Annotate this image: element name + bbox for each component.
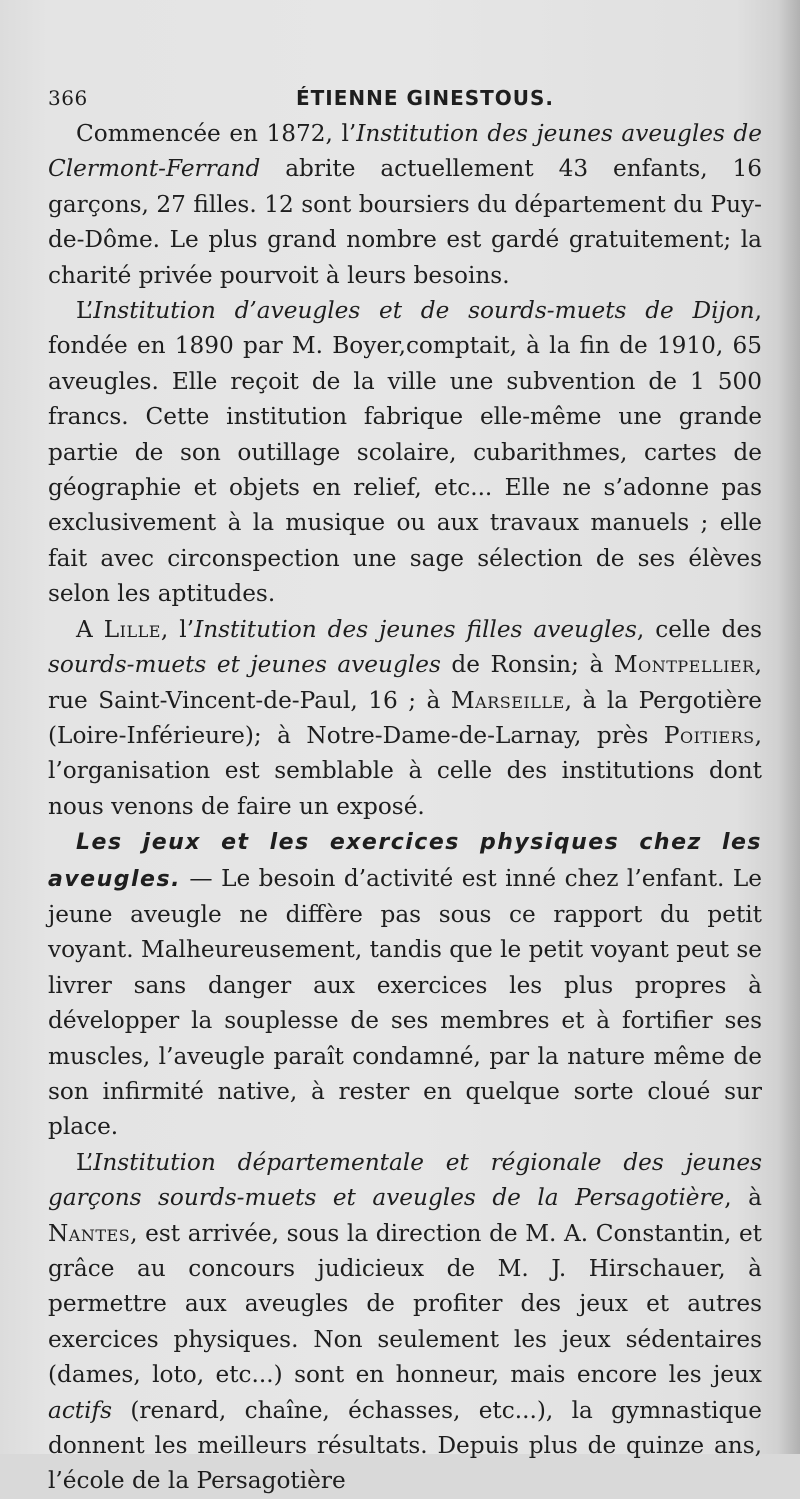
running-title: ÉTIENNE GINESTOUS. <box>295 86 555 110</box>
paragraph <box>48 612 762 824</box>
text-run: , rue Saint-Vincent-de-Paul, 16 ; à <box>48 651 762 714</box>
running-head <box>48 82 762 116</box>
italic-run: actifs <box>48 1396 113 1424</box>
text-run: (renard, chaîne, échasses, etc...), la gymnastique donnent les meilleurs résultats. Depuis plus de quinze ans, l’école de la Persagotière <box>48 1396 762 1495</box>
text-run: L’ <box>76 1148 94 1176</box>
italic-run: Institution départementale et régionale des jeunes garçons sourds-muets et aveugles de la Persagotière <box>48 1148 762 1212</box>
text-run: A <box>76 615 104 643</box>
text-run: Commencée en 1872, l’ <box>76 120 357 147</box>
paragraph <box>48 116 762 293</box>
text-run: , à la Pergotière (Loire-Inférieure); à Notre-Dame-de-Larnay, près <box>48 686 763 749</box>
text-run: , l’organisation est semblable à celle des institutions dont nous venons de faire un exposé. <box>48 721 762 820</box>
paragraph <box>48 824 762 1145</box>
text-run: , à <box>724 1184 762 1212</box>
text-run: — Le besoin d’activité est inné chez l’enfant. Le jeune aveugle ne diffère pas sous ce rapport du petit voyant. Malheureusement, tandis que le petit voyant peut se livrer sans danger aux exercices les plus propres à développer la souplesse de ses membres et à fortifier ses muscles, l’aveugle paraît condamné, par la nature même de son infirmité native, à rester en quelque sorte cloué sur place. <box>48 864 763 1141</box>
section-heading: Les jeux et les exercices physiques chez les aveugles. <box>48 830 762 892</box>
paragraph <box>48 293 762 612</box>
text-run: , l’ <box>160 615 195 643</box>
text-run: , celle des <box>636 615 762 643</box>
italic-run: Institution des jeunes filles aveugles <box>194 615 637 643</box>
smallcaps-run: Lille <box>103 615 161 643</box>
smallcaps-run: Marseille <box>450 686 565 714</box>
italic-run: sourds-muets et jeunes aveugles <box>48 651 441 679</box>
text-run: L’ <box>76 297 94 325</box>
body-text <box>48 116 762 1499</box>
page-number: 366 <box>48 86 88 110</box>
smallcaps-run: Poitiers <box>663 721 755 749</box>
text-run: , fondée en 1890 par M. Boyer,comptait, à la fin de 1910, 65 aveugles. Elle reçoit de la ville une subvention de 1 500 francs. Cette institution fabrique elle-même une grande partie de son outillage scolaire, cubarithmes, cartes de géographie et objets en relief, etc... Elle ne s’adonne pas exclusivement à la musique ou aux travaux manuels ; elle fait avec circonspection une sage sélection de ses élèves selon les aptitudes. <box>48 297 762 608</box>
smallcaps-run: Nantes <box>48 1219 131 1247</box>
text-run: , est arrivée, sous la direction de M. A. Constantin, et grâce au concours judicieux de M. J. Hirschauer, à permettre aux aveugles de profiter des jeux et autres exercices physiques. Non seulement les jeux sédentaires (dames, loto, etc...) sont en honneur, mais encore les jeux <box>48 1219 762 1389</box>
italic-run: Institution d’aveugles et de sourds-muets de Dijon <box>93 297 755 325</box>
text-run: abrite actuellement 43 enfants, 16 garçons, 27 filles. 12 sont boursiers du département du Puy-de-Dôme. Le plus grand nombre est gardé gratuitement; la charité privée pourvoit à leurs besoins. <box>48 155 762 289</box>
smallcaps-run: Montpellier <box>613 651 755 679</box>
paragraph <box>48 1145 762 1499</box>
italic-run: Institution des jeunes aveugles de Clermont-Ferrand <box>48 120 762 183</box>
text-run: de Ronsin; à <box>440 651 614 679</box>
